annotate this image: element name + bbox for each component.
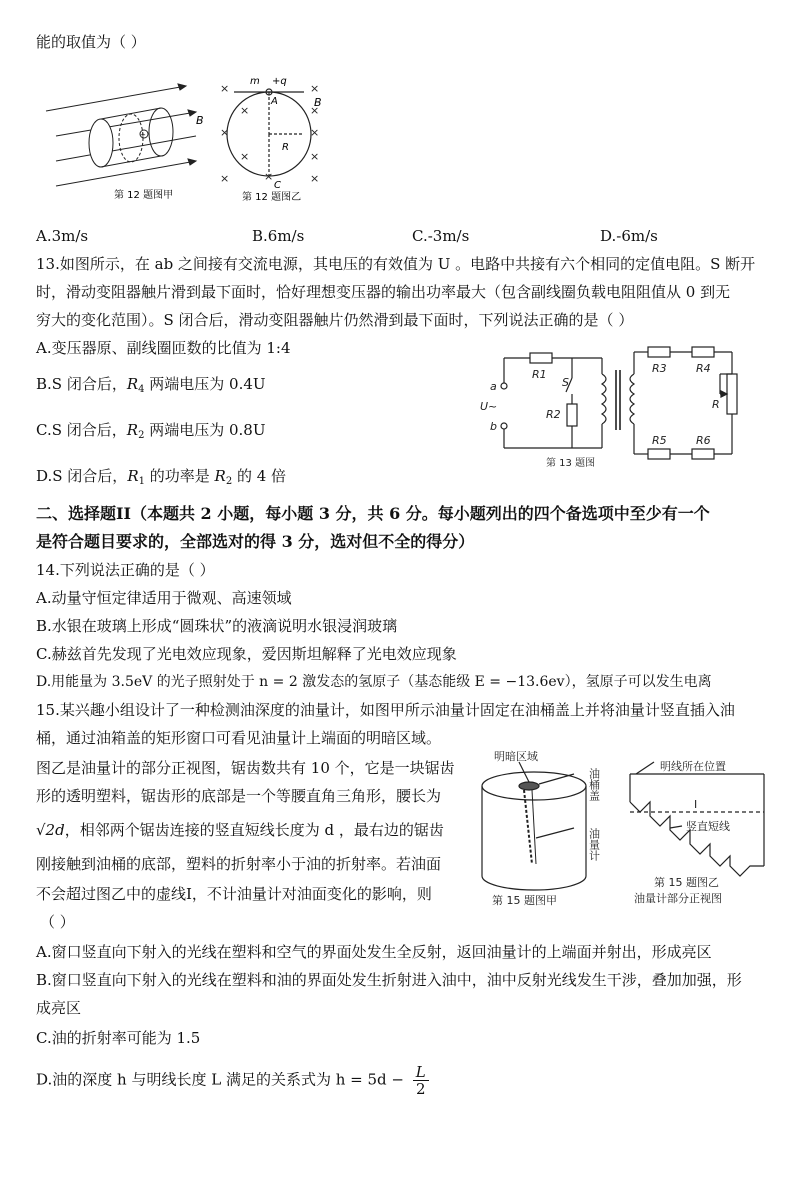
q12-fig-b-caption: 第 12 题图乙 xyxy=(242,192,302,203)
svg-text:×: × xyxy=(240,104,250,117)
q12-fig-b-label-r: R xyxy=(282,142,289,153)
q15-figure-b xyxy=(624,756,774,906)
q12-fig-b-label-c: C xyxy=(274,180,281,191)
q15-fig-b-caption-1: 第 15 题图乙 xyxy=(654,876,719,889)
svg-text:×: × xyxy=(310,126,320,139)
q13-option-c-text: 两端电压为 0.8U xyxy=(144,421,266,439)
q13-line-3: 穷大的变化范围）。S 闭合后，滑动变阻器触片仍然滑到最下面时，下列说法正确的是（ ） xyxy=(36,311,634,329)
svg-text:×: × xyxy=(220,126,230,139)
q13-option-d-prefix: D.S 闭合后， xyxy=(36,467,128,485)
q15-fig-b-bright-label: 明线所在位置 xyxy=(660,760,726,773)
q13-option-b[interactable] xyxy=(36,374,266,400)
q15-option-a[interactable]: A.窗口竖直向下射入的光线在塑料和空气的界面处发生全反射，返回油量计的上端面并射出，形成亮区 xyxy=(36,943,712,961)
q13-label-b: b xyxy=(490,420,497,433)
q13-label-s: S xyxy=(562,376,569,389)
q13-label-a: a xyxy=(490,380,497,393)
q13-option-d-symbol-2: R xyxy=(214,467,226,485)
q15-line-2: 桶，通过油箱盖的矩形窗口可看见油量计上端面的明暗区域。 xyxy=(36,729,442,747)
q15-fig-b-short-label: 竖直短线 xyxy=(686,820,730,833)
q15-fig-a-cap-label: 油桶盖 xyxy=(587,768,601,801)
q15-option-d[interactable] xyxy=(36,1064,429,1097)
q12-fig-b-label-a: A xyxy=(271,96,278,107)
svg-text:×: × xyxy=(310,150,320,163)
svg-text:×: × xyxy=(310,172,320,185)
q13-label-r2: R2 xyxy=(546,408,561,421)
q13-label-r3: R3 xyxy=(652,362,667,375)
q13-line-1: 13.如图所示，在 ab 之间接有交流电源，其电压的有效值为 U 。电路中共接有六个相同的定值电阻。S 断开 xyxy=(36,255,756,273)
q15-line-5-text: ，相邻两个锯齿连接的竖直短线长度为 d ，最右边的锯齿 xyxy=(64,821,444,839)
section-2-heading-line-2: 是符合题目要求的，全部选对的得 3 分，选对但不全的得分） xyxy=(36,532,475,551)
q15-line-7: 不会超过图乙中的虚线I，不计油量计对油面变化的影响，则 xyxy=(36,885,432,903)
q15-fig-a-gauge-label: 油量计 xyxy=(587,828,601,861)
q14-option-c[interactable]: C.赫兹首先发现了光电效应现象，爱因斯坦解释了光电效应现象 xyxy=(36,645,457,663)
q15-line-6: 刚接触到油桶的底部，塑料的折射率小于油的折射率。若油面 xyxy=(36,855,442,873)
q13-label-r5: R5 xyxy=(652,434,667,447)
q14-option-a[interactable]: A.动量守恒定律适用于微观、高速领域 xyxy=(36,589,292,607)
q15-sqrt2d: √2d xyxy=(36,821,65,839)
q15-line-4: 形的透明塑料，锯齿形的底部是一个等腰直角三角形，腰长为 xyxy=(36,787,442,805)
q12-stem-end: 能的取值为（ ） xyxy=(36,33,146,51)
q12-fig-b-label-b: B xyxy=(314,96,322,109)
svg-text:×: × xyxy=(310,82,320,95)
q13-option-a[interactable]: A.变压器原、副线圈匝数的比值为 1:4 xyxy=(36,339,291,357)
q13-option-c-subscript: 2 xyxy=(138,430,145,441)
q13-label-u: U~ xyxy=(480,400,498,413)
q15-option-c[interactable]: C.油的折射率可能为 1.5 xyxy=(36,1029,201,1047)
q13-label-r1: R1 xyxy=(532,368,547,381)
q15-line-3: 图乙是油量计的部分正视图，锯齿数共有 10 个，它是一块锯齿 xyxy=(36,759,455,777)
q14-option-d[interactable]: D.用能量为 3.5eV 的光子照射处于 n = 2 激发态的氢原子（基态能级 E = −13.6ev），氢原子可以发生电离 xyxy=(36,674,712,690)
svg-text:×: × xyxy=(264,170,274,183)
q13-option-c-prefix: C.S 闭合后， xyxy=(36,421,127,439)
q15-line-1: 15.某兴趣小组设计了一种检测油深度的油量计，如图甲所示油量计固定在油桶盖上并将油量计竖直插入油 xyxy=(36,701,735,719)
q15-fraction-numerator: L xyxy=(413,1064,429,1081)
q15-fig-a-dark-region: 明暗区域 xyxy=(494,750,538,763)
q13-line-2: 时，滑动变阻器触片滑到最下面时，恰好理想变压器的输出功率最大（包含副线圈负载电阻阻值从 0 到无 xyxy=(36,283,731,301)
q13-option-d-symbol-1: R xyxy=(127,467,139,485)
q15-option-b-line-1[interactable]: B.窗口竖直向下射入的光线在塑料和油的界面处发生折射进入油中，油中反射光线发生干涉，叠加加强，形 xyxy=(36,971,742,989)
q15-option-d-fraction xyxy=(413,1064,429,1097)
q12-fig-a-caption: 第 12 题图甲 xyxy=(114,190,174,201)
q15-figure-a xyxy=(474,748,624,908)
plus-icon: + xyxy=(140,131,146,139)
q13-label-r6: R6 xyxy=(696,434,711,447)
svg-text:×: × xyxy=(310,104,320,117)
q15-fig-a-caption: 第 15 题图甲 xyxy=(492,894,557,907)
q13-option-d[interactable] xyxy=(36,466,286,492)
q12-option-c[interactable]: C.-3m/s xyxy=(412,227,470,245)
q13-option-b-subscript: 4 xyxy=(138,384,145,395)
q12-fig-b-label-q: +q xyxy=(272,76,287,87)
q14-stem: 14.下列说法正确的是（ ） xyxy=(36,561,215,579)
q12-option-d[interactable]: D.-6m/s xyxy=(600,227,658,245)
q13-circuit-figure xyxy=(476,344,746,468)
q12-option-a[interactable]: A.3m/s xyxy=(36,227,89,245)
q15-fraction-denominator: 2 xyxy=(415,1080,426,1098)
q15-fig-b-caption-2: 油量计部分正视图 xyxy=(634,892,722,905)
q15-line-5 xyxy=(36,820,444,840)
q13-option-b-prefix: B.S 闭合后， xyxy=(36,375,127,393)
q12-figure-a xyxy=(36,76,216,206)
q12-fig-b-label-m: m xyxy=(250,76,260,87)
q13-option-c-symbol: R xyxy=(126,421,139,439)
q15-option-b-line-2[interactable]: 成亮区 xyxy=(36,999,82,1017)
svg-text:×: × xyxy=(220,82,230,95)
q12-fig-a-label-b: B xyxy=(196,114,204,127)
svg-text:×: × xyxy=(240,150,250,163)
q15-line-8: （ ） xyxy=(40,913,75,931)
svg-text:×: × xyxy=(220,172,230,185)
q14-option-b[interactable]: B.水银在玻璃上形成“圆珠状”的液滴说明水银浸润玻璃 xyxy=(36,617,398,635)
section-2-heading-line-1: 二、选择题II（本题共 2 小题，每小题 3 分，共 6 分。每小题列出的四个备选项中至少有一个 xyxy=(36,504,710,523)
q12-option-b[interactable]: B.6m/s xyxy=(252,227,305,245)
q13-option-b-symbol: R xyxy=(126,375,139,393)
q15-fig-b-dashed-label: I xyxy=(694,798,698,811)
q13-label-r4: R4 xyxy=(696,362,711,375)
q13-option-c[interactable] xyxy=(36,420,265,446)
q13-option-d-subscript-2: 2 xyxy=(225,476,233,487)
q12-figure-b xyxy=(214,76,334,206)
q13-label-r: R xyxy=(712,398,720,411)
q13-circuit-caption: 第 13 题图 xyxy=(546,458,596,468)
q13-option-d-subscript-1: 1 xyxy=(138,476,145,487)
q13-option-d-text: 的 4 倍 xyxy=(232,467,287,485)
q13-option-d-middle: 的功率是 xyxy=(144,467,215,485)
q13-option-b-text: 两端电压为 0.4U xyxy=(144,375,266,393)
q15-option-d-text: D.油的深度 h 与明线长度 L 满足的关系式为 h = 5d − xyxy=(36,1070,404,1089)
